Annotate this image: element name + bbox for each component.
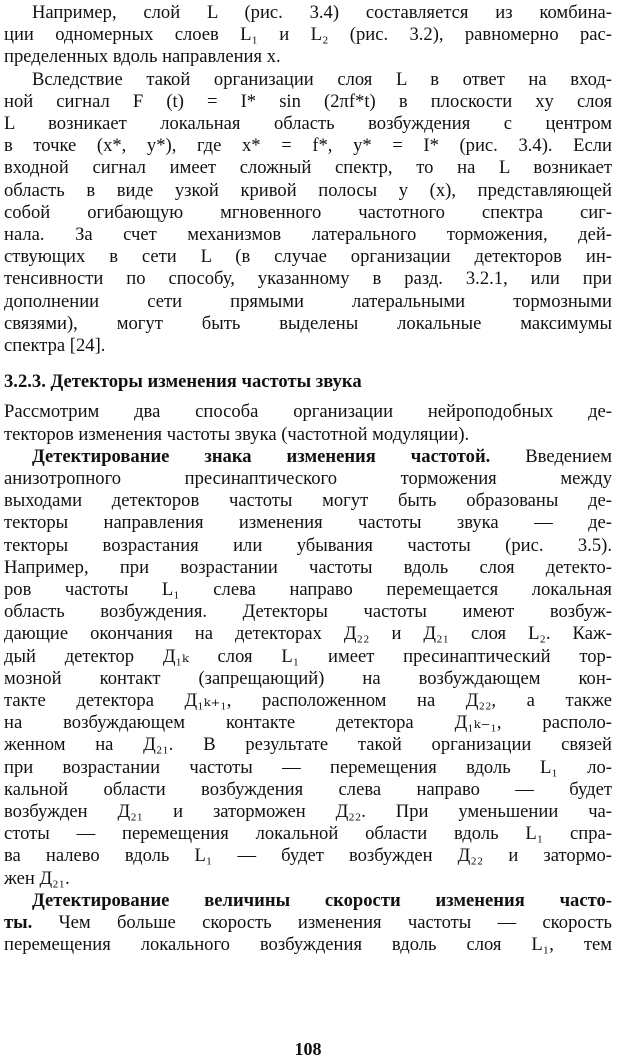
- text-line: выходами детекторов частоты могут быть образованы де-: [4, 490, 612, 512]
- text-line: Например, слой L (рис. 3.4) составляется из комбина-: [32, 2, 612, 23]
- text-line: текторы возрастания или убывания частоты (рис. 3.5).: [4, 534, 612, 556]
- run-in-heading: Детектирование величины скорости изменения часто-: [32, 889, 612, 911]
- text-line: дый детектор Д₁ₖ слоя L₁ имеет пресинаптический тор-: [4, 645, 612, 667]
- text-line: Вследствие такой организации слоя L в ответ на вход-: [32, 68, 612, 90]
- text-line: [4, 912, 612, 934]
- text-line: пределенных вдоль направления x.: [4, 46, 281, 68]
- text-line: анизотропного пресинаптического торможения между: [4, 468, 612, 489]
- text-line: Рассмотрим два способа организации нейроподобных де-: [4, 401, 612, 423]
- text-line: такте детектора Д₁ₖ₊₁, расположенном на Д₂₂, а также: [4, 690, 612, 711]
- text-line: ствующих в сети L (в случае организации детекторов ин-: [4, 246, 612, 268]
- page-number: 108: [294, 1039, 322, 1059]
- text-line: мозной контакт (запрещающий) на возбуждающем кон-: [4, 667, 612, 689]
- text-line: тенсивности по способу, указанному в разд. 3.2.1, или при: [4, 268, 612, 290]
- run-in-heading: Детектирование знака изменения частотой.: [32, 445, 491, 467]
- text-line: текторы направления изменения частоты звука — де-: [4, 512, 612, 534]
- text-line: дающие окончания на детекторах Д₂₂ и Д₂₁ слоя L₂. Каж-: [4, 623, 612, 645]
- text-line: на возбуждающем контакте детектора Д₁ₖ₋₁, располо-: [4, 712, 612, 734]
- text-line: связями), могут быть выделены локальные максимумы: [4, 312, 612, 334]
- text-line: женном на Д₂₁. В результате такой организации связей: [4, 734, 612, 756]
- text-span: Чем больше скорость изменения частоты — скорость: [32, 912, 612, 933]
- text-line: в точке (x*, y*), где x* = f*, y* = I* (рис. 3.4). Если: [4, 135, 612, 157]
- section-heading: 3.2.3. Детекторы изменения частоты звука: [4, 371, 362, 393]
- text-line: ции одномерных слоев L₁ и L₂ (рис. 3.2), равномерно рас-: [4, 24, 612, 46]
- text-line: возбужден Д₂₁ и заторможен Д₂₂. При уменьшении ча-: [4, 801, 612, 822]
- text-line: нала. За счет механизмов латерального торможения, дей-: [4, 224, 612, 245]
- text-line: [4, 446, 612, 468]
- text-line: стоты — перемещения локальной области вдоль L₁ спра-: [4, 823, 612, 845]
- text-line: кальной области возбуждения слева направо — будет: [4, 778, 612, 800]
- text-line: спектра [24].: [4, 335, 106, 356]
- text-line: входной сигнал имеет сложный спектр, то на L возникает: [4, 157, 612, 179]
- text-line: [4, 890, 612, 912]
- text-line: ной сигнал F (t) = I* sin (2πf*t) в плоскости xy слоя: [4, 90, 612, 112]
- text-line: ров частоты L₁ слева направо перемещается локальная: [4, 579, 612, 600]
- text-line: Например, при возрастании частоты вдоль слоя детекто-: [4, 556, 612, 578]
- book-page: [4, 0, 612, 1062]
- text-line: текторов изменения частоты звука (частотной модуляции).: [4, 423, 470, 445]
- text-line: при возрастании частоты — перемещения вдоль L₁ ло-: [4, 756, 612, 778]
- run-in-heading: ты.: [4, 912, 33, 933]
- text-line: собой огибающую мгновенного частотного спектра сиг-: [4, 201, 612, 223]
- text-line: ва налево вдоль L₁ — будет возбужден Д₂₂ и затормо-: [4, 845, 612, 867]
- text-line: перемещения локального возбуждения вдоль слоя L₁, тем: [4, 934, 612, 956]
- text-line: L возникает локальная область возбуждения с центром: [4, 113, 612, 134]
- text-span: Введением: [490, 445, 612, 467]
- text-line: область возбуждения. Детекторы частоты имеют возбуж-: [4, 601, 612, 623]
- text-line: жен Д₂₁.: [4, 867, 70, 889]
- text-line: область в виде узкой кривой полосы y (x), представляющей: [4, 179, 612, 201]
- text-line: дополнении сети прямыми латеральными тормозными: [4, 290, 612, 312]
